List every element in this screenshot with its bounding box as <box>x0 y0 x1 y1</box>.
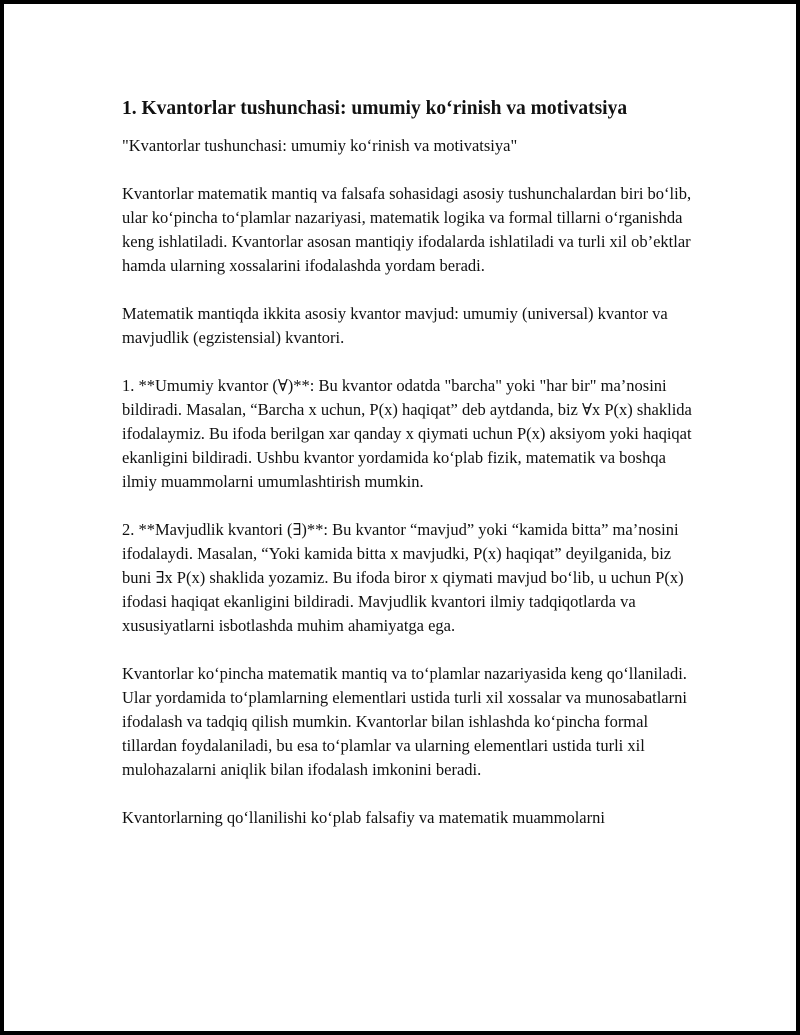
quantifier-types-paragraph: Matematik mantiqda ikkita asosiy kvantor mavjud: umumiy (universal) kvantor va mavjudlik (egzistensial) kvantori. <box>122 304 668 347</box>
existential-quantifier-paragraph: 2. **Mavjudlik kvantori (∃)**: Bu kvantor “mavjud” yoki “kamida bitta” ma’nosini ifodalaydi. Masalan, “Yoki kamida bitta x mavjudki, P(x) haqiqat” deyilganida, biz buni ∃x P(x) shaklida yozamiz. Bu ifoda biror x qiymati mavjud bo‘lib, u uchun P(x) ifodasi haqiqat ekanligini bildiradi. Mavjudlik kvantori ilmiy tadqiqotlarda va xususiyatlarni isbotlashda muhim ahamiyatga ega. <box>122 520 684 635</box>
section-heading: 1. Kvantorlar tushunchasi: umumiy ko‘rinish va motivatsiya <box>122 98 628 119</box>
universal-quantifier-paragraph: 1. **Umumiy kvantor (∀)**: Bu kvantor odatda "barcha" yoki "har bir" ma’nosini bildiradi. Masalan, “Barcha x uchun, P(x) haqiqat” deb aytdanda, biz ∀x P(x) shaklida ifodalaymiz. Bu ifoda berilgan xar qanday x qiymati uchun P(x) aksiyom yoki haqiqat ekanligini bildiradi. Ushbu kvantor yordamida ko‘plab fizik, matematik va boshqa ilmiy muammolarni umumlashtirish mumkin. <box>122 376 692 491</box>
document-body <box>122 96 692 854</box>
quoted-title-paragraph: "Kvantorlar tushunchasi: umumiy ko‘rinish va motivatsiya" <box>122 136 518 155</box>
usage-paragraph: Kvantorlar ko‘pincha matematik mantiq va to‘plamlar nazariyasida keng qo‘llaniladi. Ular yordamida to‘plamlarning elementlari ustida turli xil xossalar va munosabatlarni ifodalash va tadqiq qilish mumkin. Kvantorlar bilan ishlashda ko‘pincha formal tillardan foydalaniladi, bu esa to‘plamlar va ularning elementlari ustida turli xil mulohazalarni aniqlik bilan ifodalash imkonini beradi. <box>122 664 687 779</box>
intro-paragraph: Kvantorlar matematik mantiq va falsafa sohasidagi asosiy tushunchalardan biri bo‘lib, ular ko‘pincha to‘plamlar nazariyasi, matematik logika va formal tillarni o‘rganishda keng ishlatiladi. Kvantorlar asosan mantiqiy ifodalarda ishlatiladi va turli xil ob’ektlar hamda ularning xossalarini ifodalashda yordam beradi. <box>122 184 692 275</box>
continuation-paragraph: Kvantorlarning qo‘llanilishi ko‘plab falsafiy va matematik muammolarni <box>122 808 605 827</box>
